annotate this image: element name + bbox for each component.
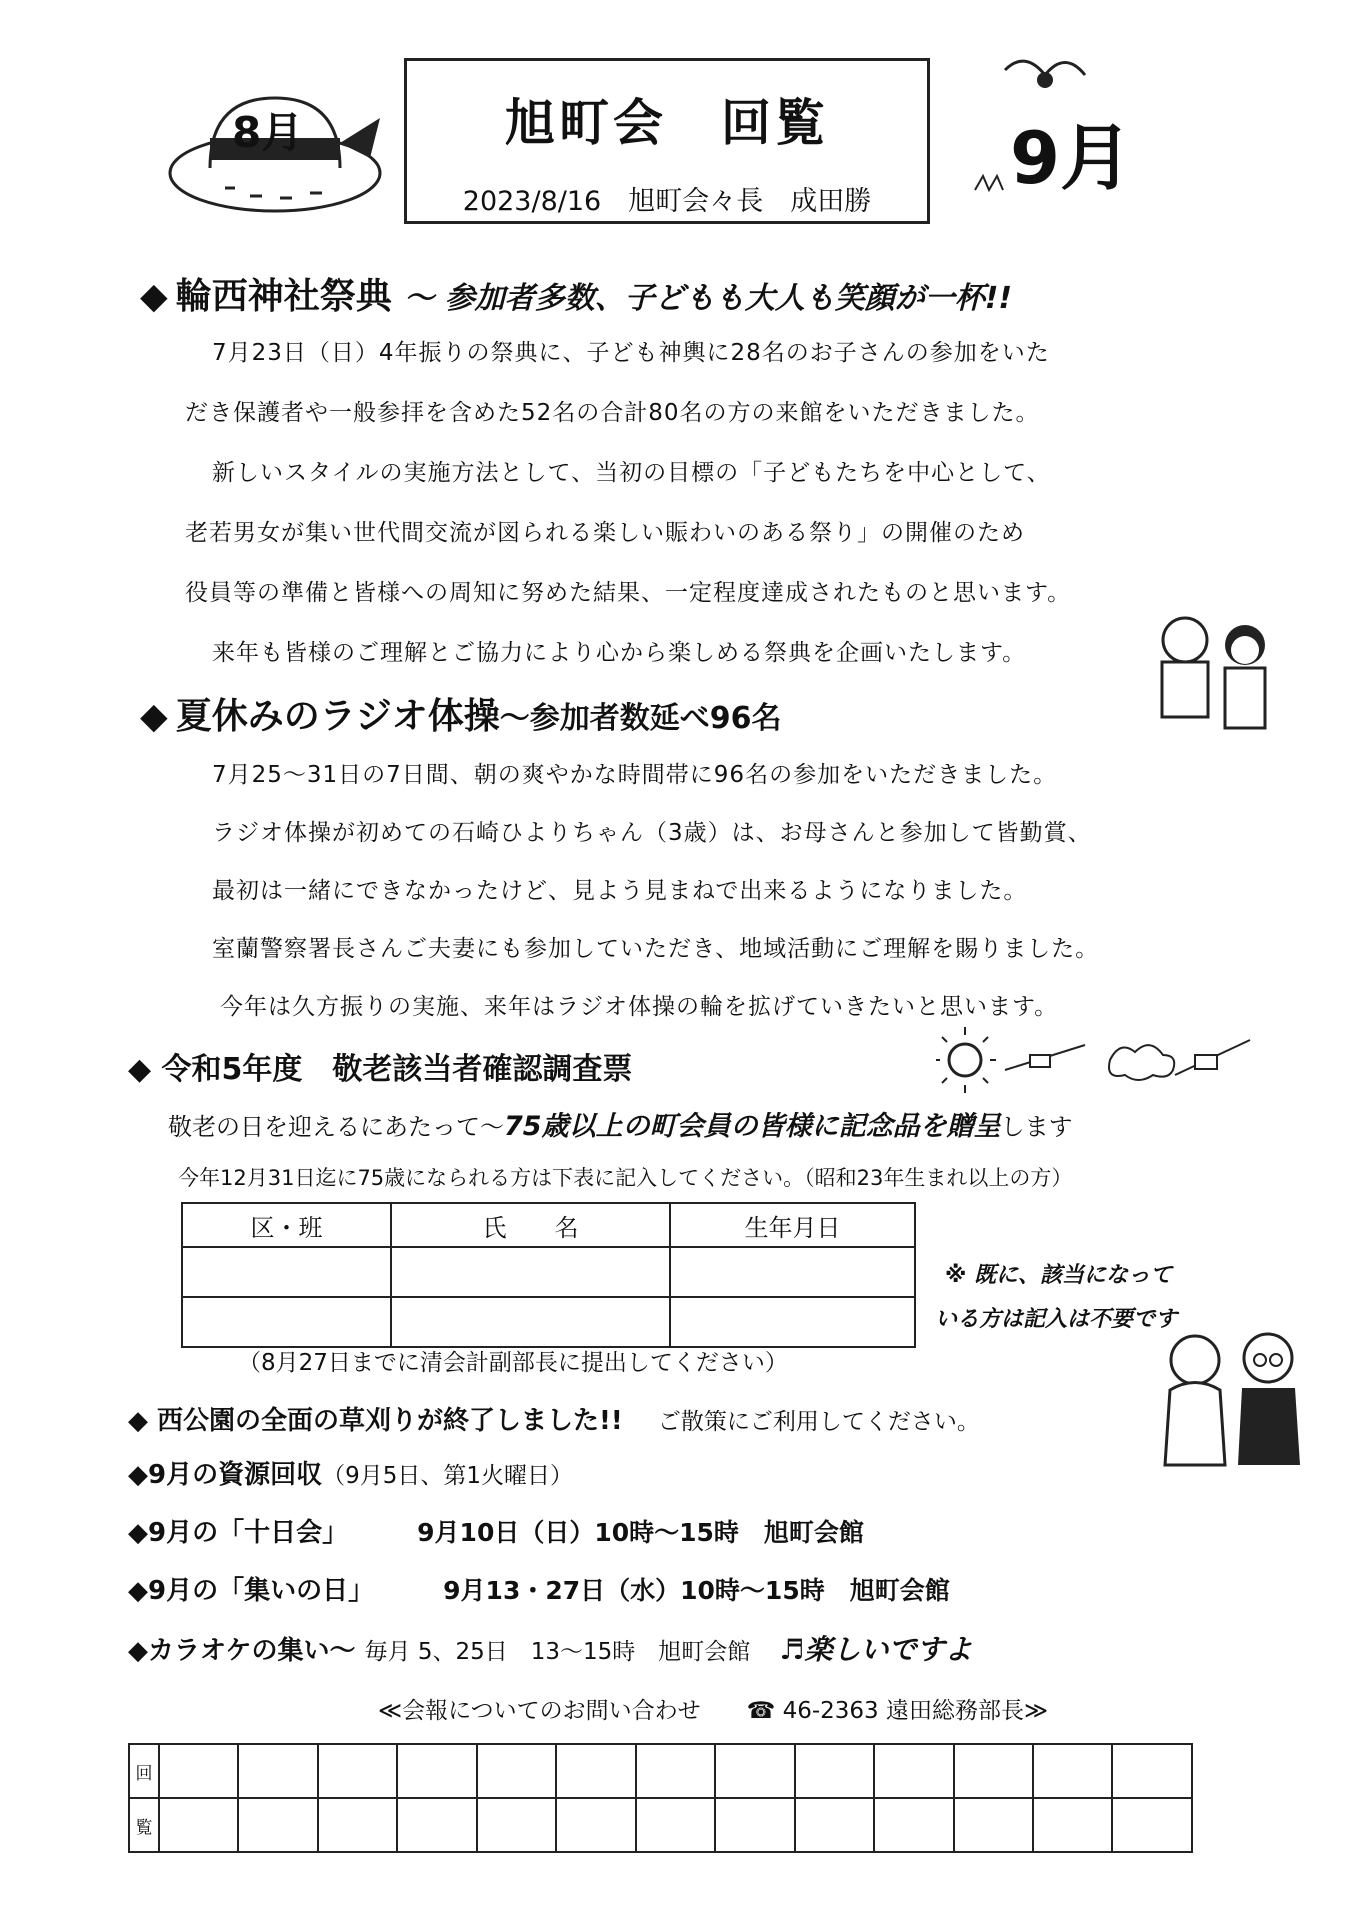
circulation-stamp-table — [128, 1743, 1193, 1853]
table-header-row — [182, 1203, 915, 1247]
stamp-cell[interactable] — [954, 1798, 1033, 1852]
cell-area-input[interactable] — [182, 1297, 391, 1347]
cell-name-input[interactable] — [391, 1297, 670, 1347]
festival-title: 輪西神社祭典 — [175, 276, 392, 317]
item-park — [128, 1400, 980, 1437]
circulation-label-bottom: 覧 — [129, 1798, 159, 1852]
col-header-area: 区・班 — [182, 1203, 391, 1247]
cell-birthdate-input[interactable] — [670, 1297, 915, 1347]
item-tsudoi-plain: 9月13・27日（水）10時～15時 旭町会館 — [443, 1576, 950, 1605]
keirou-title: 令和5年度 敬老該当者確認調査票 — [161, 1052, 633, 1087]
radio-heading — [140, 688, 781, 739]
item-tokakai — [128, 1512, 864, 1549]
item-karaoke-tail: ♬楽しいですよ — [779, 1633, 973, 1666]
stamp-cell[interactable] — [397, 1798, 476, 1852]
stamp-cell[interactable] — [1033, 1744, 1112, 1798]
diamond-bullet-icon: ◆ — [128, 1518, 148, 1548]
title-box — [404, 58, 930, 224]
keirou-note-2: いる方は記入は不要です — [935, 1307, 1178, 1332]
item-karaoke-plain: 毎月 5、25日 13～15時 旭町会館 — [364, 1639, 751, 1665]
radio-line-1: 7月25～31日の7日間、朝の爽やかな時間帯に96名の参加をいただきました。 — [212, 762, 1058, 788]
radio-subtitle: ～参加者数延べ96名 — [499, 701, 782, 736]
contact-line: ≪会報についてのお問い合わせ ☎ 46-2363 遠田総務部長≫ — [378, 1698, 1049, 1724]
stamp-cell[interactable] — [1033, 1798, 1112, 1852]
item-recycling-bold: 9月の資源回収 — [148, 1460, 323, 1490]
diamond-bullet-icon: ◆ — [128, 1576, 148, 1606]
radio-line-2: ラジオ体操が初めての石崎ひよりちゃん（3歳）は、お母さんと参加して皆勤賞、 — [212, 820, 1092, 846]
stamp-cell[interactable] — [238, 1744, 317, 1798]
radio-line-5: 今年は久方振りの実施、来年はラジオ体操の輪を拡げていきたいと思います。 — [220, 994, 1059, 1020]
table-row — [182, 1297, 915, 1347]
diamond-bullet-icon: ◆ — [140, 276, 168, 317]
circulation-label-top: 回 — [129, 1744, 159, 1798]
month-right-label: 9月 — [1010, 116, 1133, 200]
keirou-intro: 敬老の日を迎えるにあたって～ — [168, 1113, 504, 1141]
item-park-plain: ご散策にご利用してください。 — [657, 1409, 980, 1435]
festival-line-4: 老若男女が集い世代間交流が図られる楽しい賑わいのある祭り」の開催のため — [185, 520, 1025, 546]
stamp-cell[interactable] — [556, 1798, 635, 1852]
radio-line-3: 最初は一緒にできなかったけど、見よう見まねで出来るようになりました。 — [212, 878, 1028, 904]
table-row — [182, 1247, 915, 1297]
keirou-heading — [128, 1044, 632, 1088]
keirou-note-1: ※ 既に、該当になって — [945, 1263, 1173, 1288]
item-karaoke-bold: カラオケの集い～ — [148, 1636, 356, 1666]
radio-title: 夏休みのラジオ体操 — [175, 696, 500, 737]
keirou-emphasis: 75歳以上の町会員の皆様に記念品を贈呈 — [504, 1111, 1001, 1142]
cell-name-input[interactable] — [391, 1247, 670, 1297]
stamp-cell[interactable] — [715, 1798, 794, 1852]
radio-line-4: 室蘭警察署長さんご夫妻にも参加していただき、地域活動にご理解を賜りました。 — [212, 936, 1100, 962]
keirou-line-2: 今年12月31日迄に75歳になられる方は下表に記入してください。（昭和23年生まれ以上の方） — [178, 1166, 1073, 1190]
elderly-registration-table — [181, 1202, 916, 1348]
diamond-bullet-icon: ◆ — [128, 1636, 148, 1666]
stamp-cell[interactable] — [954, 1744, 1033, 1798]
stamp-cell[interactable] — [874, 1798, 953, 1852]
item-karaoke — [128, 1628, 972, 1668]
item-tsudoi — [128, 1570, 950, 1607]
stamp-cell[interactable] — [397, 1744, 476, 1798]
page-title: 旭町会 回覧 — [505, 94, 829, 152]
stamp-cell[interactable] — [318, 1744, 397, 1798]
item-recycling — [128, 1454, 573, 1491]
stamp-cell[interactable] — [318, 1798, 397, 1852]
item-recycling-plain: （9月5日、第1火曜日） — [322, 1463, 573, 1489]
stamp-cell[interactable] — [556, 1744, 635, 1798]
cell-birthdate-input[interactable] — [670, 1247, 915, 1297]
item-tokakai-plain: 9月10日（日）10時～15時 旭町会館 — [417, 1518, 864, 1547]
stamp-cell[interactable] — [795, 1744, 874, 1798]
stamp-cell[interactable] — [636, 1798, 715, 1852]
stamp-cell[interactable] — [874, 1744, 953, 1798]
festival-heading — [140, 268, 1012, 319]
sun-flags-illustration — [935, 1025, 1255, 1095]
diamond-bullet-icon: ◆ — [128, 1052, 162, 1087]
table-row — [129, 1798, 1192, 1852]
festival-line-2: だき保護者や一般参拝を含めた52名の合計80名の方の来館をいただきました。 — [185, 400, 1040, 426]
keirou-deadline: （8月27日までに清会計副部長に提出してください） — [238, 1350, 788, 1376]
stamp-cell[interactable] — [715, 1744, 794, 1798]
stamp-cell[interactable] — [636, 1744, 715, 1798]
stamp-cell[interactable] — [159, 1798, 238, 1852]
stamp-cell[interactable] — [795, 1798, 874, 1852]
col-header-name: 氏 名 — [391, 1203, 670, 1247]
item-tsudoi-bold: 9月の「集いの日」 — [148, 1576, 375, 1606]
children-festival-illustration — [1140, 600, 1290, 750]
stamp-cell[interactable] — [1112, 1798, 1192, 1852]
page-subtitle: 2023/8/16 旭町会々長 成田勝 — [462, 186, 872, 217]
diamond-bullet-icon: ◆ — [128, 1460, 148, 1490]
diamond-bullet-icon: ◆ — [128, 1406, 158, 1436]
festival-line-1: 7月23日（日）4年振りの祭典に、子ども神輿に28名のお子さんの参加をいた — [212, 340, 1050, 366]
elderly-couple-illustration — [1150, 1320, 1320, 1470]
keirou-suffix: します — [1000, 1113, 1073, 1141]
stamp-cell[interactable] — [1112, 1744, 1192, 1798]
cell-area-input[interactable] — [182, 1247, 391, 1297]
stamp-cell[interactable] — [477, 1744, 556, 1798]
festival-line-6: 来年も皆様のご理解とご協力により心から楽しめる祭典を企画いたします。 — [212, 640, 1027, 666]
festival-line-5: 役員等の準備と皆様への周知に努めた結果、一定程度達成されたものと思います。 — [185, 580, 1072, 606]
col-header-birthdate: 生年月日 — [670, 1203, 915, 1247]
diamond-bullet-icon: ◆ — [140, 696, 168, 737]
festival-subtitle: ～ 参加者多数、子どもも大人も笑顔が一杯!! — [404, 281, 1013, 316]
keirou-line-1 — [168, 1104, 1073, 1143]
item-park-bold: 西公園の全面の草刈りが終了しました!! — [157, 1406, 623, 1436]
month-left-label: 8月 — [232, 108, 304, 157]
festival-line-3: 新しいスタイルの実施方法として、当初の目標の「子どもたちを中心として、 — [212, 460, 1051, 486]
table-row — [129, 1744, 1192, 1798]
item-tokakai-bold: 9月の「十日会」 — [148, 1518, 349, 1548]
stamp-cell[interactable] — [159, 1744, 238, 1798]
stamp-cell[interactable] — [477, 1798, 556, 1852]
stamp-cell[interactable] — [238, 1798, 317, 1852]
